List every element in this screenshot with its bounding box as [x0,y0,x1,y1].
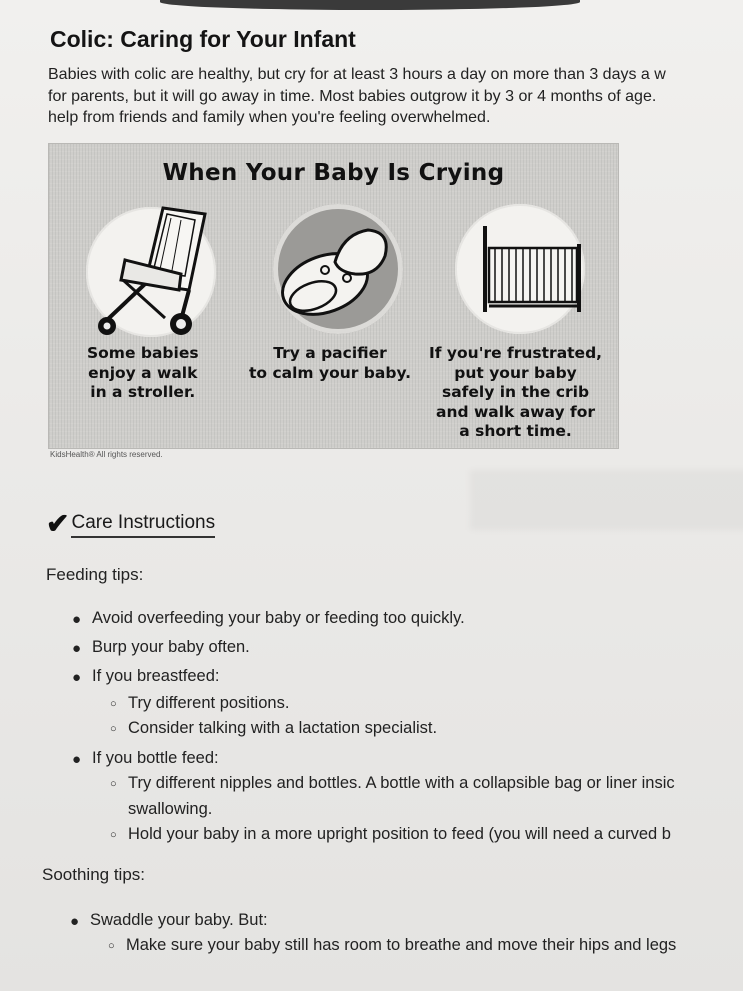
sub-bullet-icon: ○ [108,940,115,952]
caption-line: to calm your baby. [249,363,412,382]
list-item: Burp your baby often. [92,638,250,656]
intro-line: Babies with colic are healthy, but cry for at least 3 hours a day on more than 3 days a w [48,66,666,83]
list-item: Avoid overfeeding your baby or feeding too quickly. [92,609,465,627]
caption-line: enjoy a walk [88,363,198,382]
graphic-title: When Your Baby Is Crying [162,160,505,186]
sub-list-item: Make sure your baby still has room to breathe and move their hips and legs [126,936,677,954]
crib-caption [429,344,602,442]
sub-bullet-icon: ○ [110,723,117,735]
caption-line: safely in the crib [441,383,590,401]
graphic-credit: KidsHealth® All rights reserved. [50,450,163,459]
care-heading-text: Care Instructions [71,512,215,538]
intro-line: help from friends and family when you're feeling overwhelmed. [48,109,491,126]
shadow-overlay [160,0,580,10]
stroller-icon [85,200,215,340]
caption-line: a short time. [459,422,572,440]
intro-paragraph [48,64,743,129]
soothing-tips-label: Soothing tips: [42,865,146,884]
care-instructions-heading [46,510,215,538]
sub-bullet-icon: ○ [110,778,117,790]
bullet-icon: ● [72,669,82,686]
list-item: Swaddle your baby. But: [90,911,268,929]
caption-line: in a stroller. [90,383,196,401]
sub-bullet-icon: ○ [110,829,117,841]
sub-list-item: Hold your baby in a more upright position to feed (you will need a curved b [128,825,671,843]
sub-list-item: Try different positions. [128,694,290,712]
feeding-tips-label: Feeding tips: [46,565,144,584]
caption-line: and walk away for [435,402,596,421]
stroller-caption [87,344,199,403]
pacifier-caption [249,344,411,383]
crying-tips-graphic [48,143,619,449]
caption-line: Try a pacifier [273,344,387,362]
caption-line: If you're frustrated, [429,344,603,362]
intro-line: for parents, but it will go away in time. Most babies outgrow it by 3 or 4 months of age. [48,87,657,105]
sub-list-item: Try different nipples and bottles. A bottle with a collapsible bag or liner insic [128,774,675,792]
caption-line: Some babies [87,344,199,362]
bullet-icon: ● [72,751,82,768]
list-item: If you breastfeed: [92,667,220,685]
page-title: Colic: Caring for Your Infant [50,26,356,52]
bullet-icon: ● [72,611,82,628]
sub-list-item: Consider talking with a lactation specialist. [128,719,438,737]
sub-bullet-icon: ○ [110,698,117,710]
sub-list-item-continued: swallowing. [128,800,213,818]
caption-line: put your baby [454,363,577,382]
pacifier-icon [273,204,403,334]
bullet-icon: ● [70,913,80,930]
list-item: If you bottle feed: [92,749,219,767]
bleed-through-shadow [470,470,743,530]
crib-icon [455,204,585,334]
checkmark-icon: ✔ [46,508,70,539]
bullet-icon: ● [72,640,82,657]
